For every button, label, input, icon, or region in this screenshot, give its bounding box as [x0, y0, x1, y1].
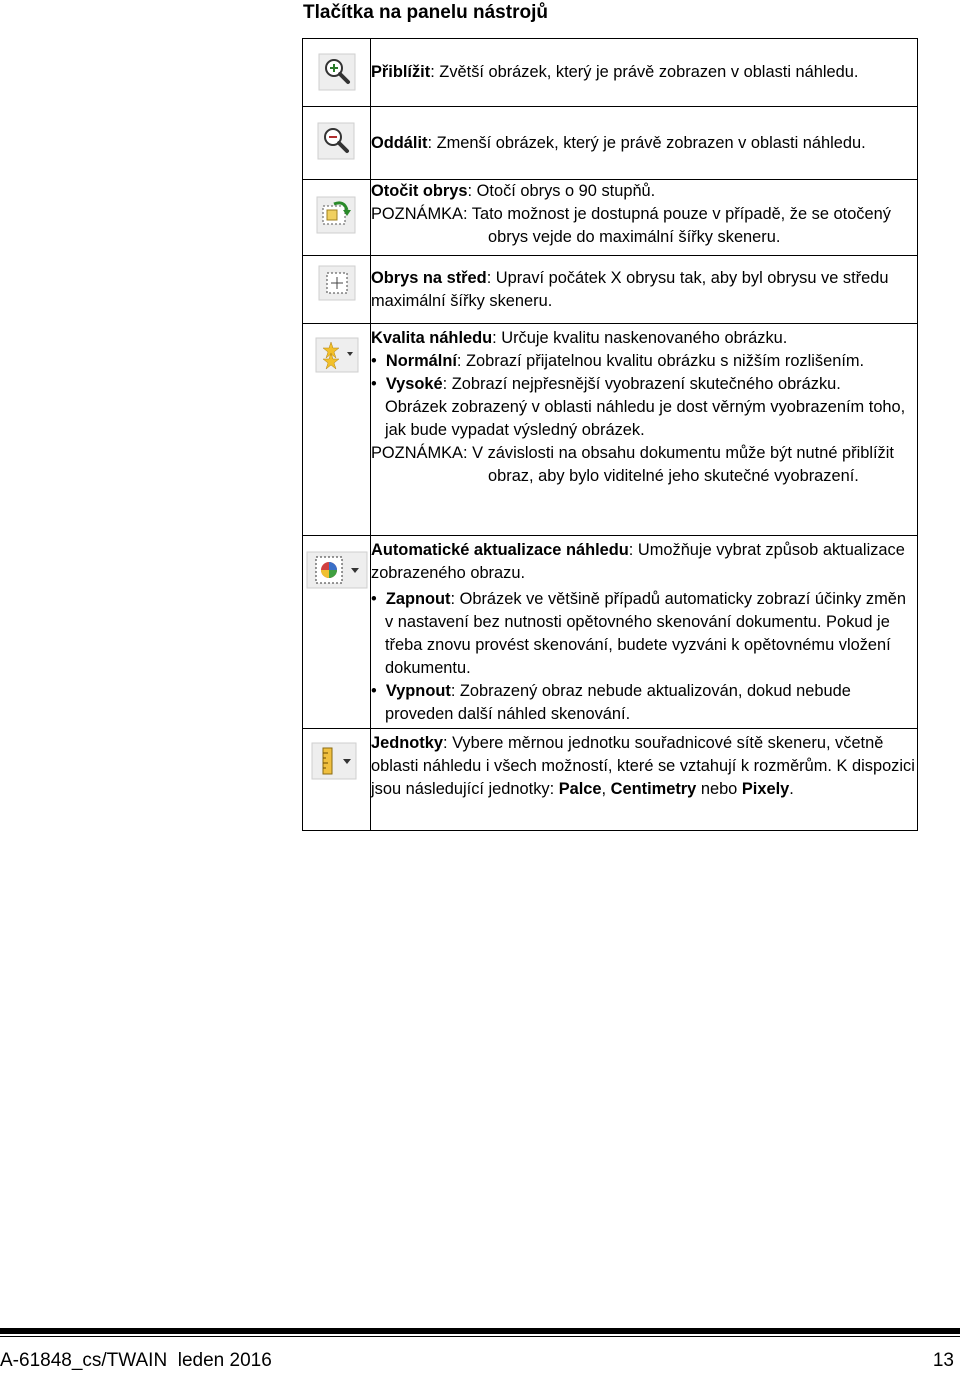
bullet-title: Zapnout: [385, 590, 451, 608]
table-row: [303, 536, 918, 729]
note: POZNÁMKA: V závislosti na obsahu dokumentu může být nutné přiblížit obraz, aby bylo viditelné jeho skutečné vyobrazení.: [371, 444, 894, 485]
toolbar-buttons-table: [302, 38, 918, 831]
row-text: : Otočí obrys o 90 stupňů.: [467, 182, 656, 200]
row-text: : Určuje kvalitu naskenovaného obrázku.: [492, 329, 788, 347]
bullet-extra: Obrázek zobrazený v oblasti náhledu je dost věrným vyobrazením toho, jak bude vypadat výsledný obrázek.: [385, 398, 906, 439]
footer-doc-id: A-61848_cs/TWAIN leden 2016: [0, 1350, 272, 1371]
row-title: Kvalita náhledu: [371, 329, 493, 347]
bullet-text: : Zobrazený obraz nebude aktualizován, dokud nebude proveden další náhled skenování.: [385, 682, 851, 723]
period: .: [789, 780, 794, 798]
row-text: : Umožňuje vybrat způsob aktualizace zobrazeného obrazu.: [371, 541, 905, 582]
bullet-title: Normální: [385, 352, 457, 370]
bullet-title: Vysoké: [385, 375, 443, 393]
row-title: Obrys na střed: [371, 269, 487, 287]
table-row: [303, 180, 918, 256]
unit-inches: Palce: [558, 780, 602, 798]
unit-pixels: Pixely: [741, 780, 790, 798]
note: POZNÁMKA: Tato možnost je dostupná pouze v případě, že se otočený obrys vejde do maximální šířky skeneru.: [371, 205, 891, 246]
bullet-title: Vypnout: [385, 682, 451, 700]
table-row: [303, 39, 918, 107]
page-heading: Tlačítka na panelu nástrojů: [303, 2, 548, 23]
auto-update-preview-icon[interactable]: [306, 551, 368, 589]
row-title: Přiblížit: [371, 63, 431, 81]
list-item: • Normální: Zobrazí přijatelnou kvalitu obrázku s nižším rozlišením.: [371, 352, 865, 370]
list-item: • Zapnout: Obrázek ve většině případů automaticky zobrazí účinky změn v nastavení bez nutnosti opětovného skenování dokumentu. Pokud je třeba znovu provést skenování, budete vyzváni k opětovnému vložení dokumentu.: [371, 590, 907, 677]
list-item: • Vypnout: Zobrazený obraz nebude aktualizován, dokud nebude proveden další náhled skenování.: [371, 682, 851, 723]
row-text: : Zmenší obrázek, který je právě zobrazen v oblasti náhledu.: [427, 133, 866, 152]
footer-rule: [0, 1328, 960, 1334]
unit-centimeters: Centimetry: [610, 780, 697, 798]
bullet-text: : Zobrazí nejpřesnější vyobrazení skutečného obrázku.: [442, 375, 841, 393]
row-text: : Vybere měrnou jednotku souřadnicové sítě skeneru, včetně oblasti náhledu i všech možností, které se vztahují k rozměrům. K dispozici jsou následující jednotky:: [371, 734, 915, 798]
table-row: [303, 324, 918, 536]
rotate-outline-icon: [316, 196, 356, 234]
center-outline-icon: [318, 265, 356, 301]
table-row: [303, 256, 918, 324]
list-item: • Vysoké: Zobrazí nejpřesnější vyobrazení skutečného obrázku.: [371, 375, 841, 393]
row-title: Otočit obrys: [371, 182, 468, 200]
bullet-text: : Zobrazí přijatelnou kvalitu obrázku s nižším rozlišením.: [456, 352, 865, 370]
bullet-text: : Obrázek ve většině případů automaticky zobrazí účinky změn v nastavení bez nutnosti opětovného skenování dokumentu. Pokud je třeba znovu provést skenování, budete vyzváni k opětovnému vložení dokumentu.: [385, 590, 907, 677]
row-text: : Zvětší obrázek, který je právě zobrazen v oblasti náhledu.: [430, 63, 859, 81]
table-row: [303, 729, 918, 831]
units-ruler-icon[interactable]: [311, 742, 357, 780]
zoom-out-icon: [317, 122, 355, 160]
table-row: [303, 107, 918, 180]
footer-rule-thin: [0, 1336, 960, 1337]
zoom-in-icon: [318, 53, 356, 91]
separator: nebo: [696, 780, 742, 798]
preview-quality-icon[interactable]: [315, 337, 359, 373]
row-title: Jednotky: [371, 734, 443, 752]
separator: ,: [601, 780, 611, 798]
row-title: Automatické aktualizace náhledu: [371, 541, 629, 559]
page-number: 13: [932, 1350, 954, 1371]
row-title: Oddálit: [371, 133, 428, 152]
row-text: : Upraví počátek X obrysu tak, aby byl obrysu ve středu maximální šířky skeneru.: [371, 269, 889, 310]
